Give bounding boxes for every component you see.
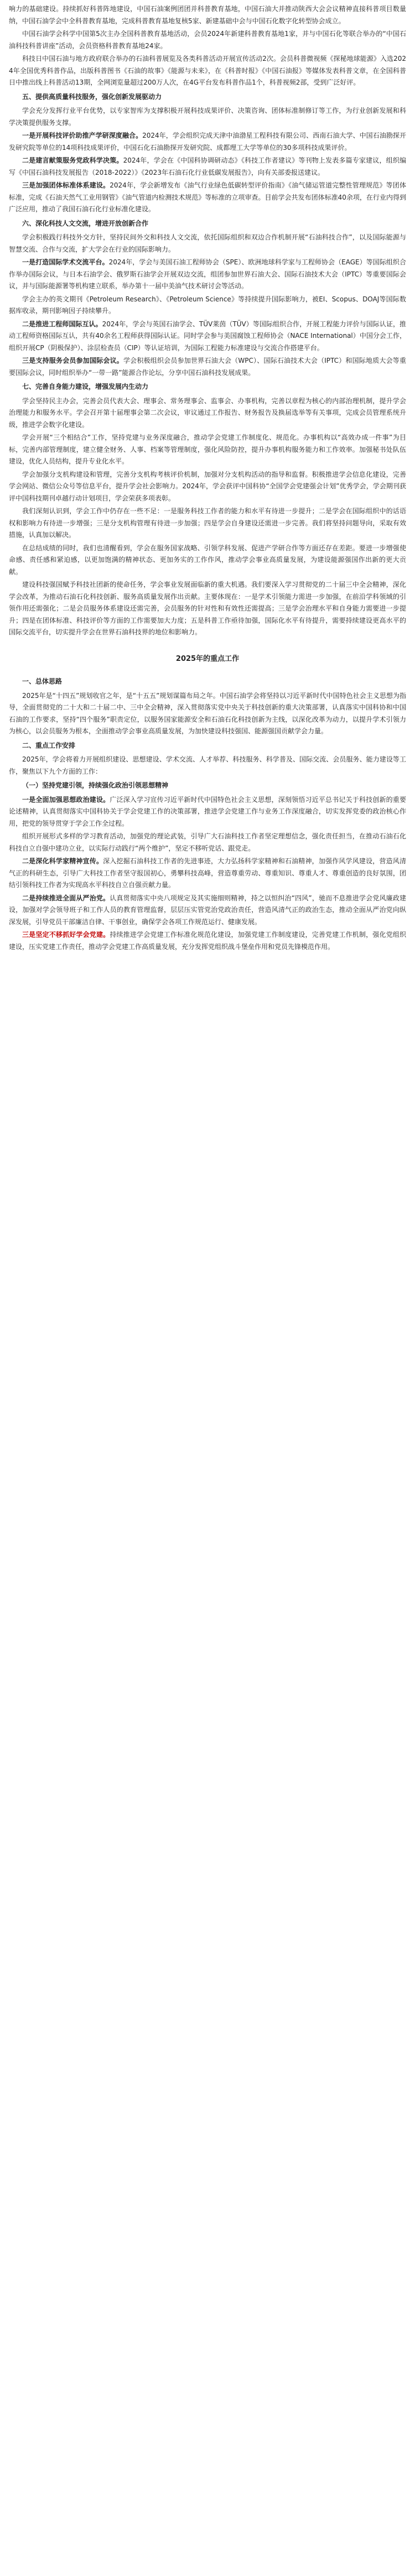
- paragraph-text: 学会主办的英文期刊《Petroleum Research》、《Petroleum Science》等持续提升国际影响力，被EI、Scopus、DOAJ等国际数据库收录，期刊影响因子持续攀升。: [9, 295, 406, 315]
- paragraph: [9, 579, 406, 639]
- paragraph-text: 2025年是“十四五”规划收官之年，是“十五五”规划谋篇布局之年。中国石油学会将坚持以习近平新时代中国特色社会主义思想为指导，全面贯彻党的二十大和二十届二中、三中全会精神，深入贯彻落实党中央关于科技创新的重大决策部署，认真落实中国科协和中国石油的工作要求，坚持“四个服务”职责定位，以服务国家能源安全和石油石化科技创新为主线，以深化改革为动力，以提升学术引领力为核心，以会员服务为根本，全面推动学会事业高质量发展，为加快建设科技强国、能源强国贡献学会力量。: [9, 691, 406, 735]
- paragraph-text: 2024年，学会新增发布《油气行业绿色低碳转型评价指南》《油气储运管道完整性管理规范》等团体标准，完成《石油天然气工业用钢管》《油气管道内检测技术规范》等标准的立项审查。目前学会共发布团体标准40余项，在行业内得到广泛应用，推动了我国石油石化行业标准化建设。: [9, 181, 406, 213]
- paragraph: [9, 257, 406, 293]
- paragraph-lead: 一是全面加强思想政治建设。: [22, 795, 110, 804]
- paragraph: [9, 794, 406, 830]
- paragraph: [9, 754, 406, 778]
- section-heading: 二、重点工作安排: [22, 741, 76, 749]
- paragraph: [9, 53, 406, 89]
- paragraph-lead: 一是开展科技评价助推产学研深度融合。: [22, 132, 143, 139]
- paragraph-text: 学会坚持民主办会，完善会员代表大会、理事会、常务理事会、监事会、办事机构，完善以章程为核心的内部治理机制，提升学会治理能力和服务水平。学会召开第十届理事会第二次会议，审议通过工作报告、财务报告及换届选举等有关事项，完成会员管理系统升级，推进学会数字化建设。: [9, 397, 406, 429]
- paragraph: [9, 130, 406, 154]
- paragraph-text: 2024年，学会在《中国科协调研动态》《科技工作者建议》等刊物上发表多篇专家建议，组织编写《中国石油科技发展报告（2018-2022）》《2023年石油石化行业低碳发展报告》，向有关部委报送建议。: [9, 157, 406, 176]
- paragraph-text: 学会加强分支机构建设和管理，完善分支机构考核评价机制，加强对分支机构活动的指导和监督。积极推进学会信息化建设，完善学会网站、微信公众号等信息平台，提升学会社会影响力。2024年，学会获评中国科协“全国学会党建强会计划”优秀学会，学会期刊获评中国科技期刊卓越行动计划项目，学会荣获多项表彰。: [9, 470, 406, 502]
- paragraph: [9, 929, 406, 953]
- paragraph-text: 组织开展形式多样的学习教育活动，加强党的理论武装，引导广大石油科技工作者坚定理想信念，强化责任担当，在推动石油石化科技自立自强中建功立业，以实际行动践行“两个维护”，坚定不移听党话、跟党走。: [9, 832, 406, 852]
- paragraph-text: 广泛深入学习宣传习近平新时代中国特色社会主义思想，深刻领悟习近平总书记关于科技创新的重要论述精神，认真贯彻落实中国科协关于学会党建工作的决策部署，推进学会党建工作与业务工作深度融合，切实发挥党委的政治核心作用，把党的领导贯穿于学会工作全过程。: [9, 795, 406, 827]
- section-heading: 七、完善自身能力建设，增强发展内生动力: [22, 383, 149, 390]
- paragraph: [9, 395, 406, 431]
- paragraph-text: 在总结成绩的同时，我们也清醒看到，学会在服务国家战略、引领学科发展、促进产学研合作等方面还存在差距。要进一步增强使命感、责任感和紧迫感，以更加饱满的精神状态、更加务实的工作作风，推动学会事业高质量发展，为建设能源强国作出新的更大贡献。: [9, 544, 406, 576]
- paragraph: [9, 28, 406, 52]
- paragraph-text: 2024年，学会与英国石油学会、TÜV莱茵（TÜV）等国际组织合作，开展工程能力评价与国际认证，推动工程师资格国际互认，共有40余名工程师获得国际认证。同时学会参与美国腐蚀工程师协会（NACE International）中国分会工作，组织开展CP（阴极保护）、涂层检查员（CIP）等认证培训，为国际工程能力标准建设与交流合作搭建平台。: [9, 320, 406, 352]
- paragraph-text: 持续推进学会党建工作标准化规范化建设，加强党建工作制度建设，完善党建工作机制，强化党组织建设，压实党建工作责任，推动学会党建工作高质量发展，充分发挥党组织战斗堡垒作用和党员先锋模范作用。: [9, 931, 406, 951]
- paragraph-lead: 二是深化科学家精神宣传。: [22, 857, 103, 865]
- paragraph: [9, 432, 406, 468]
- paragraph-text: 科技日中国石油与地方政府联合举办的石油科普展览及各类科普活动开展宣传活动2次。会员科普微视频《探秘地球能源》入选2024年全国优秀科普作品，出版科普图书《石油的故事》《能源与未来》，在《科普时报》《中国石油报》等媒体发表科普文章，在全国科普日中推出线上科普活动13期，全网浏览量超过200万人次，在4G平台发布科普作品1个，科普视频2部，受到广泛好评。: [9, 55, 406, 86]
- paragraph-text: 我们深刻认识到，学会工作中仍存在一些不足：一是服务科技工作者的能力和水平有待进一步提升；二是学会在国际组织中的话语权和影响力有待进一步增强；三是分支机构管理有待进一步加强；四是学会自身建设还需进一步完善。我们将坚持问题导向，采取有效措施，认真加以解决。: [9, 507, 406, 539]
- paragraph-text: 认真贯彻落实中央八项规定及其实施细则精神，持之以恒纠治“四风”，驰而不息推进学会党风廉政建设，加强对学会领导班子和工作人员的教育管理监督，层层压实管党治党政治责任，营造风清气正的政治生态，推动全面从严治党向纵深发展，引导党员干部廉洁自律、干事创业，确保学会各项工作规范运行、健康发展。: [9, 894, 406, 926]
- paragraph-text: 建设科技强国赋予科技社团新的使命任务，学会事业发展面临新的重大机遇。我们要深入学习贯彻党的二十届三中全会精神，深化学会改革，为推动石油石化科技创新、服务高质量发展作出贡献。主要体现在：一是学术引领能力需进一步加强，在前沿学科领域的引领作用还需强化；二是会员服务体系建设还需完善，会员服务的针对性和有效性还需提高；三是学会治理水平和自身能力需要进一步提升；四是在团体标准、科技评价等方面的工作需要加大力度；五是科普工作亟待加强，国际化水平有待提升，需要持续建设更高水平的国际交流平台，切实提升学会在世界石油科技界的地位和影响力。: [9, 581, 406, 636]
- paragraph: [9, 893, 406, 929]
- paragraph-text: 学会积极组织会员参加世界石油大会（WPC）、国际石油技术大会（IPTC）和国际地质大会等重要国际会议，同时组织举办“一带一路”能源合作论坛，分享中国石油科技发展成果。: [9, 357, 406, 377]
- paragraph: [9, 319, 406, 354]
- paragraph: [9, 690, 406, 738]
- paragraph-lead: 一是打造国际学术交流平台。: [22, 258, 109, 266]
- paragraph: [9, 3, 406, 27]
- paragraph-text: 学会积极践行科技外交方针，坚持民间外交和科技人文交流，依托国际组织和双边合作机制开展“石油科技合作”，以及国际能源与智慧交流、合作与交流，扩大学会在行业的国际影响力。: [9, 233, 406, 253]
- paragraph-lead: 二是推进工程师国际互认。: [22, 320, 102, 328]
- paragraph: [9, 105, 406, 129]
- paragraph: [9, 294, 406, 317]
- paragraph-text: 学会开展“三个相结合”工作，坚持党建与业务深度融合，推动学会党建工作制度化、规范化。办事机构以“高效办成一件事”为目标，完善内部管理制度，建立健全财务、人事、档案等管理制度，强化风险防控，提升办事机构服务能力和工作效率。加强秘书处队伍建设，优化人员结构，提升专业化水平。: [9, 434, 406, 465]
- paragraph-text: 2024年，学会组织完成天津中油渤星工程科技有限公司、西南石油大学、中国石油勘探开发研究院等单位的14项科技成果评价，中国石化石油勘探开发研究院、成都理工大学等单位的30多项科技成果评价。: [9, 132, 406, 152]
- paragraph: [9, 232, 406, 255]
- paragraph-lead: 三是加强团体标准体系建设。: [22, 181, 110, 189]
- paragraph-text: 中国石油学会科学中国第5次主办全国科普教育基地活动，会员2024年新建科普教育基地1家，并与中国石化等联合举办的“中国石油科技科普讲座”活动，会员资格科普教育基地24家。: [9, 30, 406, 50]
- paragraph-text: 2025年，学会将着力开展组织建设、思想建设、学术交流、人才举荐、科技服务、科学普及、国际交流、会员服务、能力建设等工作，聚焦以下九个方面的工作：: [9, 755, 406, 775]
- paragraph: [9, 831, 406, 854]
- subsection-heading: （一）坚持党建引领，持续强化政治引领思想精神: [22, 781, 169, 789]
- paragraph-text: 深入挖掘石油科技工作者的先进事迹，大力弘扬科学家精神和石油精神，加强作风学风建设，营造风清气正的科研生态，引导广大科技工作者坚守报国初心，勇攀科技高峰，营造尊重劳动、尊重知识、尊重人才、尊重创造的良好氛围，团结引领科技工作者为实现高水平科技自立自强贡献力量。: [9, 857, 406, 889]
- paragraph-text: 学会充分发挥行业平台优势，以专家智库为支撑积极开展科技成果评价、决策咨询、团体标准制修订等工作，为行业创新发展和科学决策提供服务支撑。: [9, 107, 406, 127]
- section-heading: 六、深化科技人文交流，增进开放创新合作: [22, 219, 149, 227]
- page-title: 2025年的重点工作: [175, 654, 240, 663]
- paragraph: [9, 355, 406, 379]
- paragraph-text: 2024年，学会与美国石油工程师协会（SPE）、欧洲地球科学家与工程师协会（EAGE）等国际组织合作举办国际会议，与日本石油学会、俄罗斯石油学会开展双边交流，组团参加世界石油大会、国际石油技术大会（IPTC）等重要国际会议，并与国际能源署等机构建立联系，举办第十一届中美油气技术研讨会等活动。: [9, 258, 406, 290]
- paragraph: [9, 856, 406, 891]
- paragraph: [9, 505, 406, 541]
- paragraph: [9, 180, 406, 216]
- section-heading: 一、总体思路: [22, 677, 63, 685]
- section-heading: 五、提供高质量科技服务，强化创新发展驱动力: [22, 92, 162, 101]
- paragraph-lead: 二是持续推进全面从严治党。: [22, 894, 110, 902]
- paragraph-lead: 二是建言献策服务党政科学决策。: [22, 157, 123, 164]
- paragraph: [9, 543, 406, 578]
- paragraph: [9, 469, 406, 505]
- document-body: [0, 0, 415, 971]
- paragraph: [9, 155, 406, 179]
- paragraph-lead: 三是坚定不移抓好学会党建。: [22, 931, 110, 938]
- paragraph-lead: 三是支持服务会员参加国际会议。: [22, 357, 123, 364]
- paragraph-text: 响力的基础建设。持续抓好科普阵地建设，中国石油案例团团并科普教育基地，中国石油大并推动陕西大会会议精神直接科普项目数量纳，中国石油学会中全科普教育基地，完成科普教育基地复核5家、新建基础中会与中国石化数字化转型协会成立。: [9, 5, 406, 25]
